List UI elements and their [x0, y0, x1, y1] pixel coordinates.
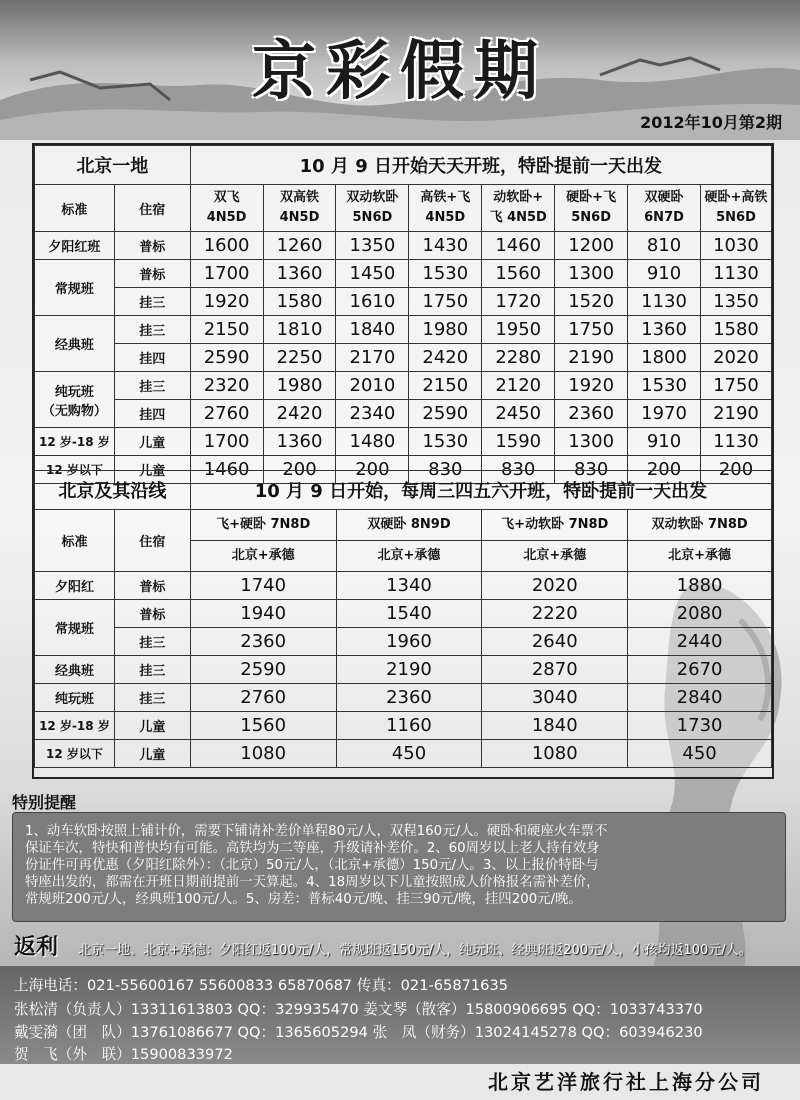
table-row — [35, 628, 772, 656]
row-lodging-label: 挂三 — [114, 316, 190, 344]
row-lodging-label: 儿童 — [114, 428, 190, 456]
price-cell: 1300 — [555, 428, 628, 456]
beijing-chengde-price-table — [34, 470, 772, 768]
price-cell: 1130 — [700, 260, 771, 288]
row-lodging-label: 挂三 — [114, 628, 190, 656]
price-cell: 200 — [336, 456, 409, 484]
price-cell: 1340 — [336, 572, 482, 600]
price-cell: 1540 — [336, 600, 482, 628]
contact-phone-line: 上海电话：021-55600167 55600833 65870687 传真：021-65871635 — [14, 977, 509, 994]
price-cell: 1530 — [409, 260, 482, 288]
price-cell: 450 — [628, 740, 772, 768]
row-lodging-label: 挂四 — [114, 344, 190, 372]
section1-banner: 10 月 9 日开始天天开班，特卧提前一天出发 — [190, 146, 771, 185]
beijing-price-table — [34, 145, 772, 484]
table-row — [35, 656, 772, 684]
price-cell: 1560 — [190, 712, 336, 740]
reminder-line: 1、动车软卧按照上铺计价，需要下铺请补差价单程80元/人，双程160元/人。硬卧和硬座火车票不 — [25, 824, 608, 839]
price-cell: 2640 — [482, 628, 628, 656]
price-cell: 1700 — [190, 260, 263, 288]
price-cell: 2360 — [336, 684, 482, 712]
price-cell: 1350 — [336, 232, 409, 260]
price-cell: 1080 — [482, 740, 628, 768]
price-cell: 1080 — [190, 740, 336, 768]
reminder-line: 特座出发的，都需在开班日期前提前一天算起。4、18周岁以下儿童按照成人价格报名需补差价， — [25, 875, 600, 890]
price-cell: 2190 — [555, 344, 628, 372]
row-lodging-label: 儿童 — [114, 456, 190, 484]
sub-route-header: 北京+承德 — [628, 541, 772, 572]
row-standard-label: 常规班 — [35, 260, 115, 316]
price-cell: 1840 — [336, 316, 409, 344]
price-cell: 1980 — [263, 372, 336, 400]
rebate-title: 返利 — [14, 935, 59, 960]
price-cell: 1600 — [190, 232, 263, 260]
price-cell: 1530 — [409, 428, 482, 456]
row-lodging-label: 普标 — [114, 232, 190, 260]
route-header: 高铁+飞 4N5D — [409, 185, 482, 232]
table-row — [35, 232, 772, 260]
price-cell: 1950 — [482, 316, 555, 344]
price-cell: 1300 — [555, 260, 628, 288]
price-cell: 1740 — [190, 572, 336, 600]
price-cell: 810 — [628, 232, 701, 260]
price-cell: 1750 — [555, 316, 628, 344]
price-tables — [32, 143, 774, 779]
row-lodging-label: 普标 — [114, 260, 190, 288]
price-cell: 1200 — [555, 232, 628, 260]
reminder-title: 特别提醒 — [12, 793, 77, 812]
price-cell: 910 — [628, 428, 701, 456]
sub-route-header: 北京+承德 — [190, 541, 336, 572]
price-cell: 1880 — [628, 572, 772, 600]
price-cell: 1350 — [700, 288, 771, 316]
price-cell: 1360 — [263, 428, 336, 456]
row-standard-label: 纯玩班 — [35, 684, 115, 712]
contact-section — [0, 966, 800, 1064]
reminder-line: 常规班200元/人，经典班100元/人。5、房差：普标40元/晚、挂三90元/晚，挂四200元/晚。 — [25, 892, 582, 907]
price-cell: 2170 — [336, 344, 409, 372]
row-lodging-label: 普标 — [114, 572, 190, 600]
route-header: 双高铁 4N5D — [263, 185, 336, 232]
route-header: 双动软卧 7N8D — [628, 510, 772, 541]
price-cell: 1530 — [628, 372, 701, 400]
price-cell: 2150 — [190, 316, 263, 344]
sub-route-header: 北京+承德 — [336, 541, 482, 572]
price-cell: 1480 — [336, 428, 409, 456]
table-row — [35, 684, 772, 712]
price-cell: 2010 — [336, 372, 409, 400]
price-cell: 1130 — [700, 428, 771, 456]
col-standard-header: 标准 — [35, 510, 115, 572]
price-cell: 2150 — [409, 372, 482, 400]
price-cell: 1960 — [336, 628, 482, 656]
col-standard-header: 标准 — [35, 185, 115, 232]
route-header: 双硬卧 8N9D — [336, 510, 482, 541]
price-cell: 830 — [409, 456, 482, 484]
price-cell: 2420 — [263, 400, 336, 428]
row-standard-label: 夕阳红班 — [35, 232, 115, 260]
row-lodging-label: 挂三 — [114, 372, 190, 400]
price-cell: 2590 — [409, 400, 482, 428]
price-cell: 2280 — [482, 344, 555, 372]
price-cell: 1720 — [482, 288, 555, 316]
price-cell: 1700 — [190, 428, 263, 456]
row-lodging-label: 挂三 — [114, 684, 190, 712]
price-cell: 910 — [628, 260, 701, 288]
row-standard-label: 经典班 — [35, 316, 115, 372]
price-cell: 1130 — [628, 288, 701, 316]
price-cell: 2080 — [628, 600, 772, 628]
price-cell: 2670 — [628, 656, 772, 684]
price-cell: 1460 — [482, 232, 555, 260]
rebate-section — [14, 934, 794, 964]
price-cell: 2420 — [409, 344, 482, 372]
row-standard-label: 12 岁以下 — [35, 740, 115, 768]
price-cell: 830 — [555, 456, 628, 484]
col-lodging-header: 住宿 — [114, 185, 190, 232]
section2-title: 北京及其沿线 — [35, 471, 191, 510]
price-cell: 2450 — [482, 400, 555, 428]
price-cell: 2440 — [628, 628, 772, 656]
table-row — [35, 316, 772, 344]
price-cell: 2760 — [190, 684, 336, 712]
table-row — [35, 288, 772, 316]
price-cell: 1750 — [700, 372, 771, 400]
price-cell: 2760 — [190, 400, 263, 428]
price-cell: 1460 — [190, 456, 263, 484]
price-cell: 1590 — [482, 428, 555, 456]
price-cell: 2340 — [336, 400, 409, 428]
table-row — [35, 400, 772, 428]
row-lodging-label: 挂四 — [114, 400, 190, 428]
contact-line: 张松清（负责人）13311613803 QQ：329935470 姜文琴（散客）15800906695 QQ：1033743370 — [14, 1001, 703, 1018]
section1-title: 北京一地 — [35, 146, 191, 185]
route-header: 飞+动软卧 7N8D — [482, 510, 628, 541]
table-row — [35, 740, 772, 768]
price-cell: 200 — [700, 456, 771, 484]
price-cell: 2020 — [482, 572, 628, 600]
route-header: 硬卧+高铁 5N6D — [700, 185, 771, 232]
row-lodging-label: 挂三 — [114, 288, 190, 316]
row-standard-label: 纯玩班 （无购物） — [35, 372, 115, 428]
price-cell: 1810 — [263, 316, 336, 344]
price-cell: 2320 — [190, 372, 263, 400]
price-cell: 1560 — [482, 260, 555, 288]
reminder-line: 份证件可再优惠（夕阳红除外）：（北京）50元/人，（北京+承德）150元/人。3、以上报价特卧与 — [25, 858, 599, 873]
price-cell: 1800 — [628, 344, 701, 372]
price-cell: 2360 — [555, 400, 628, 428]
price-cell: 2190 — [700, 400, 771, 428]
col-lodging-header: 住宿 — [114, 510, 190, 572]
rebate-text: 北京一地、北京+承德：夕阳红返100元/人，常规班返150元/人，纯玩班、经典班返200元/人，小孩均返100元/人。 — [78, 943, 752, 958]
section2-banner: 10 月 9 日开始，每周三四五六开班，特卧提前一天出发 — [190, 471, 771, 510]
route-header: 动软卧+ 飞 4N5D — [482, 185, 555, 232]
contact-line: 戴雯漪（团 队）13761086677 QQ：1365605294 张 凤（财务）13024145278 QQ：603946230 — [14, 1024, 703, 1041]
price-cell: 2590 — [190, 344, 263, 372]
row-standard-label: 12 岁-18 岁 — [35, 428, 115, 456]
price-cell: 1750 — [409, 288, 482, 316]
row-lodging-label: 儿童 — [114, 740, 190, 768]
price-cell: 200 — [263, 456, 336, 484]
price-cell: 1580 — [263, 288, 336, 316]
price-cell: 1610 — [336, 288, 409, 316]
price-cell: 1840 — [482, 712, 628, 740]
route-header: 双硬卧 6N7D — [628, 185, 701, 232]
price-cell: 2220 — [482, 600, 628, 628]
company-name: 北京艺洋旅行社上海分公司 — [488, 1070, 764, 1094]
price-cell: 1520 — [555, 288, 628, 316]
table-row — [35, 260, 772, 288]
header-banner — [0, 0, 800, 140]
price-cell: 1030 — [700, 232, 771, 260]
price-cell: 1970 — [628, 400, 701, 428]
price-cell: 1360 — [628, 316, 701, 344]
table-row — [35, 572, 772, 600]
price-cell: 450 — [336, 740, 482, 768]
price-cell: 2840 — [628, 684, 772, 712]
reminder-box — [12, 812, 786, 922]
route-header: 双飞 4N5D — [190, 185, 263, 232]
table-row — [35, 600, 772, 628]
route-header: 硬卧+飞 5N6D — [555, 185, 628, 232]
row-standard-label: 12 岁-18 岁 — [35, 712, 115, 740]
price-cell: 200 — [628, 456, 701, 484]
sub-route-header: 北京+承德 — [482, 541, 628, 572]
price-cell: 2120 — [482, 372, 555, 400]
price-cell: 2190 — [336, 656, 482, 684]
row-lodging-label: 儿童 — [114, 712, 190, 740]
row-standard-label: 12 岁以下 — [35, 456, 115, 484]
price-cell: 1160 — [336, 712, 482, 740]
row-standard-label: 经典班 — [35, 656, 115, 684]
page-title: 京彩假期 — [252, 35, 548, 109]
price-cell: 1580 — [700, 316, 771, 344]
price-cell: 1920 — [555, 372, 628, 400]
table-row — [35, 712, 772, 740]
price-cell: 2020 — [700, 344, 771, 372]
price-cell: 2360 — [190, 628, 336, 656]
table-row — [35, 344, 772, 372]
price-cell: 2590 — [190, 656, 336, 684]
row-standard-label: 夕阳红 — [35, 572, 115, 600]
price-cell: 1430 — [409, 232, 482, 260]
table-row — [35, 372, 772, 400]
price-cell: 2250 — [263, 344, 336, 372]
row-standard-label: 常规班 — [35, 600, 115, 656]
price-cell: 830 — [482, 456, 555, 484]
price-cell: 3040 — [482, 684, 628, 712]
route-header: 飞+硬卧 7N8D — [190, 510, 336, 541]
price-cell: 1920 — [190, 288, 263, 316]
price-cell: 1730 — [628, 712, 772, 740]
issue-date: 2012年10月第2期 — [640, 113, 782, 132]
price-cell: 1450 — [336, 260, 409, 288]
price-cell: 2870 — [482, 656, 628, 684]
row-lodging-label: 挂三 — [114, 656, 190, 684]
row-lodging-label: 普标 — [114, 600, 190, 628]
price-cell: 1980 — [409, 316, 482, 344]
table-row — [35, 428, 772, 456]
price-cell: 1940 — [190, 600, 336, 628]
reminder-line: 保证车次，特快和普快均有可能。高铁均为二等座，升级请补差价。2、60周岁以上老人持有效身 — [25, 841, 600, 856]
price-cell: 1260 — [263, 232, 336, 260]
route-header: 双动软卧 5N6D — [336, 185, 409, 232]
price-cell: 1360 — [263, 260, 336, 288]
contact-line: 贺 飞（外 联）15900833972 — [14, 1046, 233, 1063]
